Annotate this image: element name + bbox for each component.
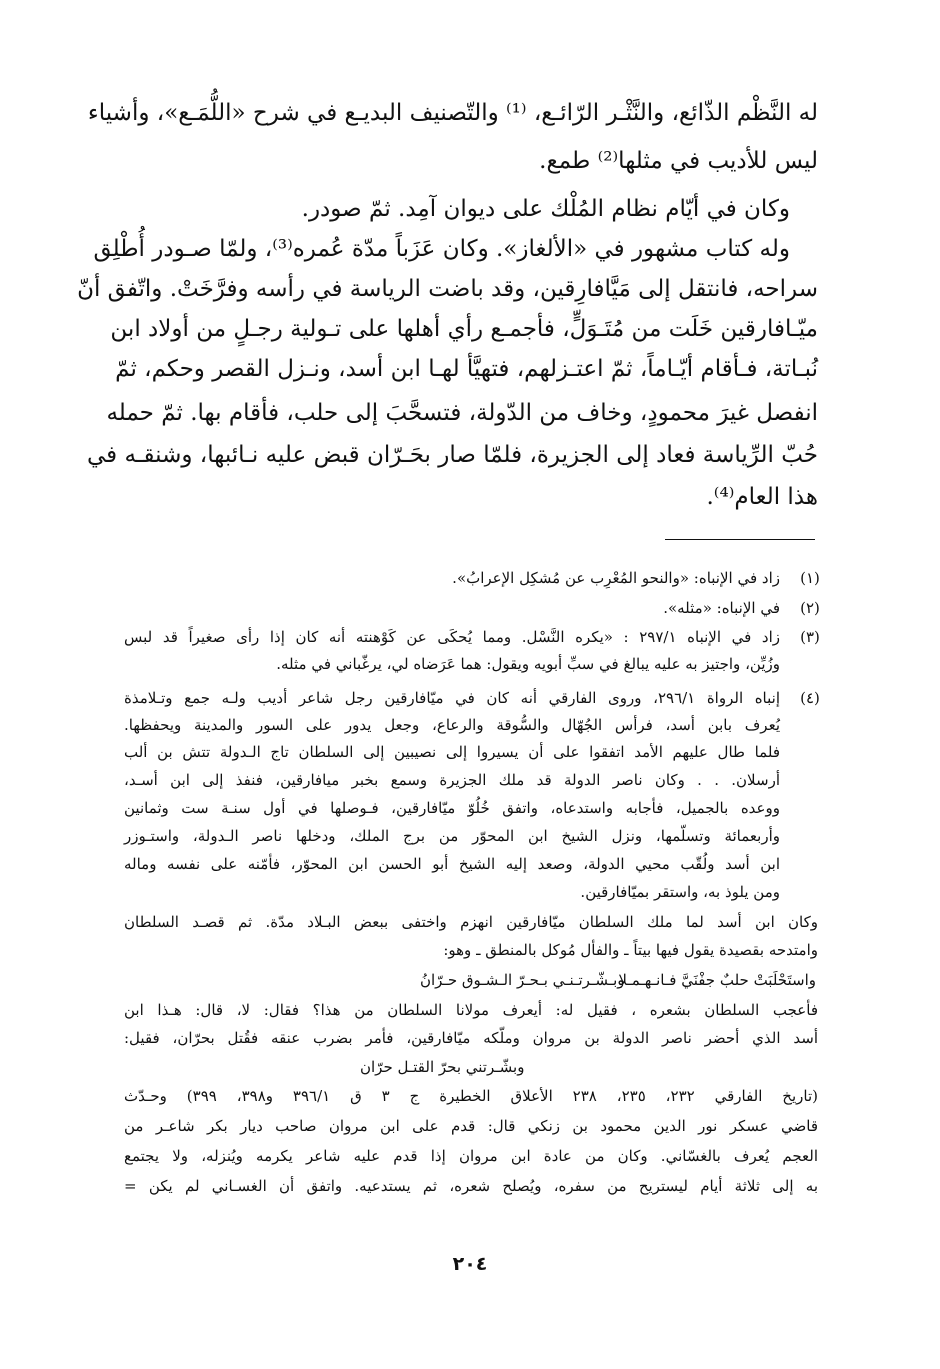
- footnote-separator: [665, 539, 815, 540]
- footnote-line: ووعده بالجميل، فأجابه واستدعاه، واتفق خُلُوّ ميّافارقين، فـوصلها في أول سنـة ست وثمانين: [124, 799, 780, 817]
- footnote-line: فأعجب السلطان بشعره ، فقيل له: أيعرف مولانا السلطان من هذا؟ فقال: لا، قال: هـذا ابن: [124, 1001, 818, 1019]
- footnote-line: ومن يلوذ به، واستقر بميّافارقين.: [580, 883, 780, 901]
- footnote-line: وامتدحه بقصيدة يقول فيها بيتاً ـ والفأل مُوكل بالمنطق ـ وهو:: [443, 941, 818, 959]
- main-line: ميّـافارقين خَلَت من مُتَـوَلٍّ، فأجمـع رأي أهلها على تـولية رجـلٍ من أولاد ابن: [110, 316, 818, 342]
- page-number: ٢٠٤: [452, 1253, 488, 1275]
- main-line: انفصل غيرَ محمودٍ، وخاف من الدّولة، فتسحَّبَ إلى حلب، فأقام بها. ثمّ حمله: [106, 400, 818, 426]
- main-line: نُبـاتة، فـأقام أيّـاماً، ثمّ اعتـزلهم، فتهيَّأ لهـا ابن أسد، ونـزل القصر وحكم، ثمّ: [115, 356, 818, 382]
- main-line: ليس للأديب في مثلها⁽²⁾ طمع.: [539, 148, 818, 174]
- footnote-line: زاد في الإنباه: «والنحو المُعْرِب عن مُشكِل الإعرابُ».: [452, 569, 780, 587]
- footnote-number: (١): [800, 569, 820, 587]
- footnote-line: أرسلان. . . وكان ناصر الدولة قد ملك الجزيرة وسمع بخبر ميافارقين، فنفذ إلى ابن أسـد،: [124, 771, 780, 789]
- verse-hemistich: واستَحْلَبَتْ حلبٌ جفْنَيَّ فـانـهـمـلا: [618, 971, 816, 989]
- footnote-line: وكان ابن أسد لما ملك السلطان ميّافارقين انهزم واختفى ببعض البـلاد مدّة. ثم قصـد السلطان: [124, 913, 818, 931]
- footnote-line: ابن أسد ولُقّب محيي الدولة، وصعد إليه الشيخ أبو الحسن ابن المحوّر، فأمّنه على نفسه وماله: [124, 855, 780, 873]
- footnote-number: (٤): [800, 689, 820, 707]
- footnote-line: أسد الذي أحضر ناصر الدولة بن مروان وملّكه ميّافارقين، فأمر بضرب عنقه فقُتل بحرّان، فقيل:: [124, 1029, 818, 1047]
- footnote-line: فلما طال عليهم الأمد اتفقوا على أن يسيروا إلى نصيبين إلى السلطان تاج الـدولة تتش بن ألب: [124, 743, 780, 761]
- footnote-line: وأربعمائة وتسلّمها، ونزل الشيخ ابن المحوّر من برج الملك، ودخلها ناصر الـدولة، واستـوزر: [124, 827, 780, 845]
- verse-hemistich: وبـشّـرتـنـي بـحـرّ الـشـوق حـرّانُ: [420, 971, 625, 989]
- footnote-line: (تاريخ الفارقي ٢٣٢، ٢٣٥، ٢٣٨ الأعلاق الخطيرة ج ٣ ق ٣٩٦/١ و٣٩٨، ٣٩٩) وحـدّث: [124, 1087, 819, 1105]
- verse-hemistich: وبشّـرتني بحرّ القتـل حرّان: [360, 1058, 525, 1076]
- main-line: وكان في أيّام نظام المُلْك على ديوان آمِد. ثمّ صودر.: [301, 196, 790, 222]
- footnote-line: قاضي عسكر نور الدين محمود بن زنكي قال: قدم على ابن مروان صاحب ديار بكر شاعـر من: [124, 1117, 818, 1135]
- footnote-line: زاد في الإنباه ٢٩٧/١ : «يكره النَّسْل. ومما يُحكَى عن كَوْهنته أنه كان إذا رأى صغيراً قد لبس: [124, 628, 781, 646]
- footnote-line: به إلى ثلاثة أيام ليستريح من سفره، ويُصلح شعره، ثم يستدعيه. واتفق أن الغسـاني لم يكن =: [124, 1177, 818, 1195]
- footnote-line: إنباه الرواة ٢٩٦/١، وروى الفارقي أنه كان في ميّافارقين رجل شاعر أديب ولـه جمع وتـلامذة: [124, 689, 780, 707]
- main-line: له النَّظْم الذّائع، والنَّثْـر الرّائـع، ⁽¹⁾ والتّصنيف البديـع في شرح «اللُّمَـع»، وأشياء: [87, 100, 818, 126]
- footnote-line: وزُيِّن، واجتيز به عليه يبالغ في سبِّ أبويه ويقول: هما عَرَضاه لي، يرغّباني في مثله.: [276, 655, 780, 673]
- footnote-line: يُعرف بابن أسد، فرأس الجُهّال والسُّوقة والرعاع، وجعل يدور على السور والمدينة ويحفظها.: [124, 716, 780, 734]
- footnote-number: (٢): [800, 599, 820, 617]
- main-line: وله كتاب مشهور في «الألغاز». وكان عَزَباً مدّة عُمره⁽³⁾، ولمّا صـودر أُطْلِق: [93, 236, 790, 262]
- footnote-line: في الإنباه: «مثله».: [663, 599, 780, 617]
- footnote-line: العجم يُعرف بالغسّاني. وكان من عادة ابن مروان إذا قدم عليه شاعر يكرمه ويُنزله، ولا يجتمع: [124, 1147, 818, 1165]
- main-line: حُبّ الرِّياسة فعاد إلى الجزيرة، فلمّا صار بحَـرّان قبض عليه نـائبها، وشنقـه في: [87, 442, 818, 468]
- footnote-number: (٣): [800, 628, 820, 646]
- main-line: هذا العام⁽⁴⁾.: [706, 484, 818, 510]
- main-line: سراحه، فانتقل إلى مَيَّافارِقين، وقد باضت الرياسة في رأسه وفرَّخَتْ. واتّفق أنّ: [77, 276, 818, 302]
